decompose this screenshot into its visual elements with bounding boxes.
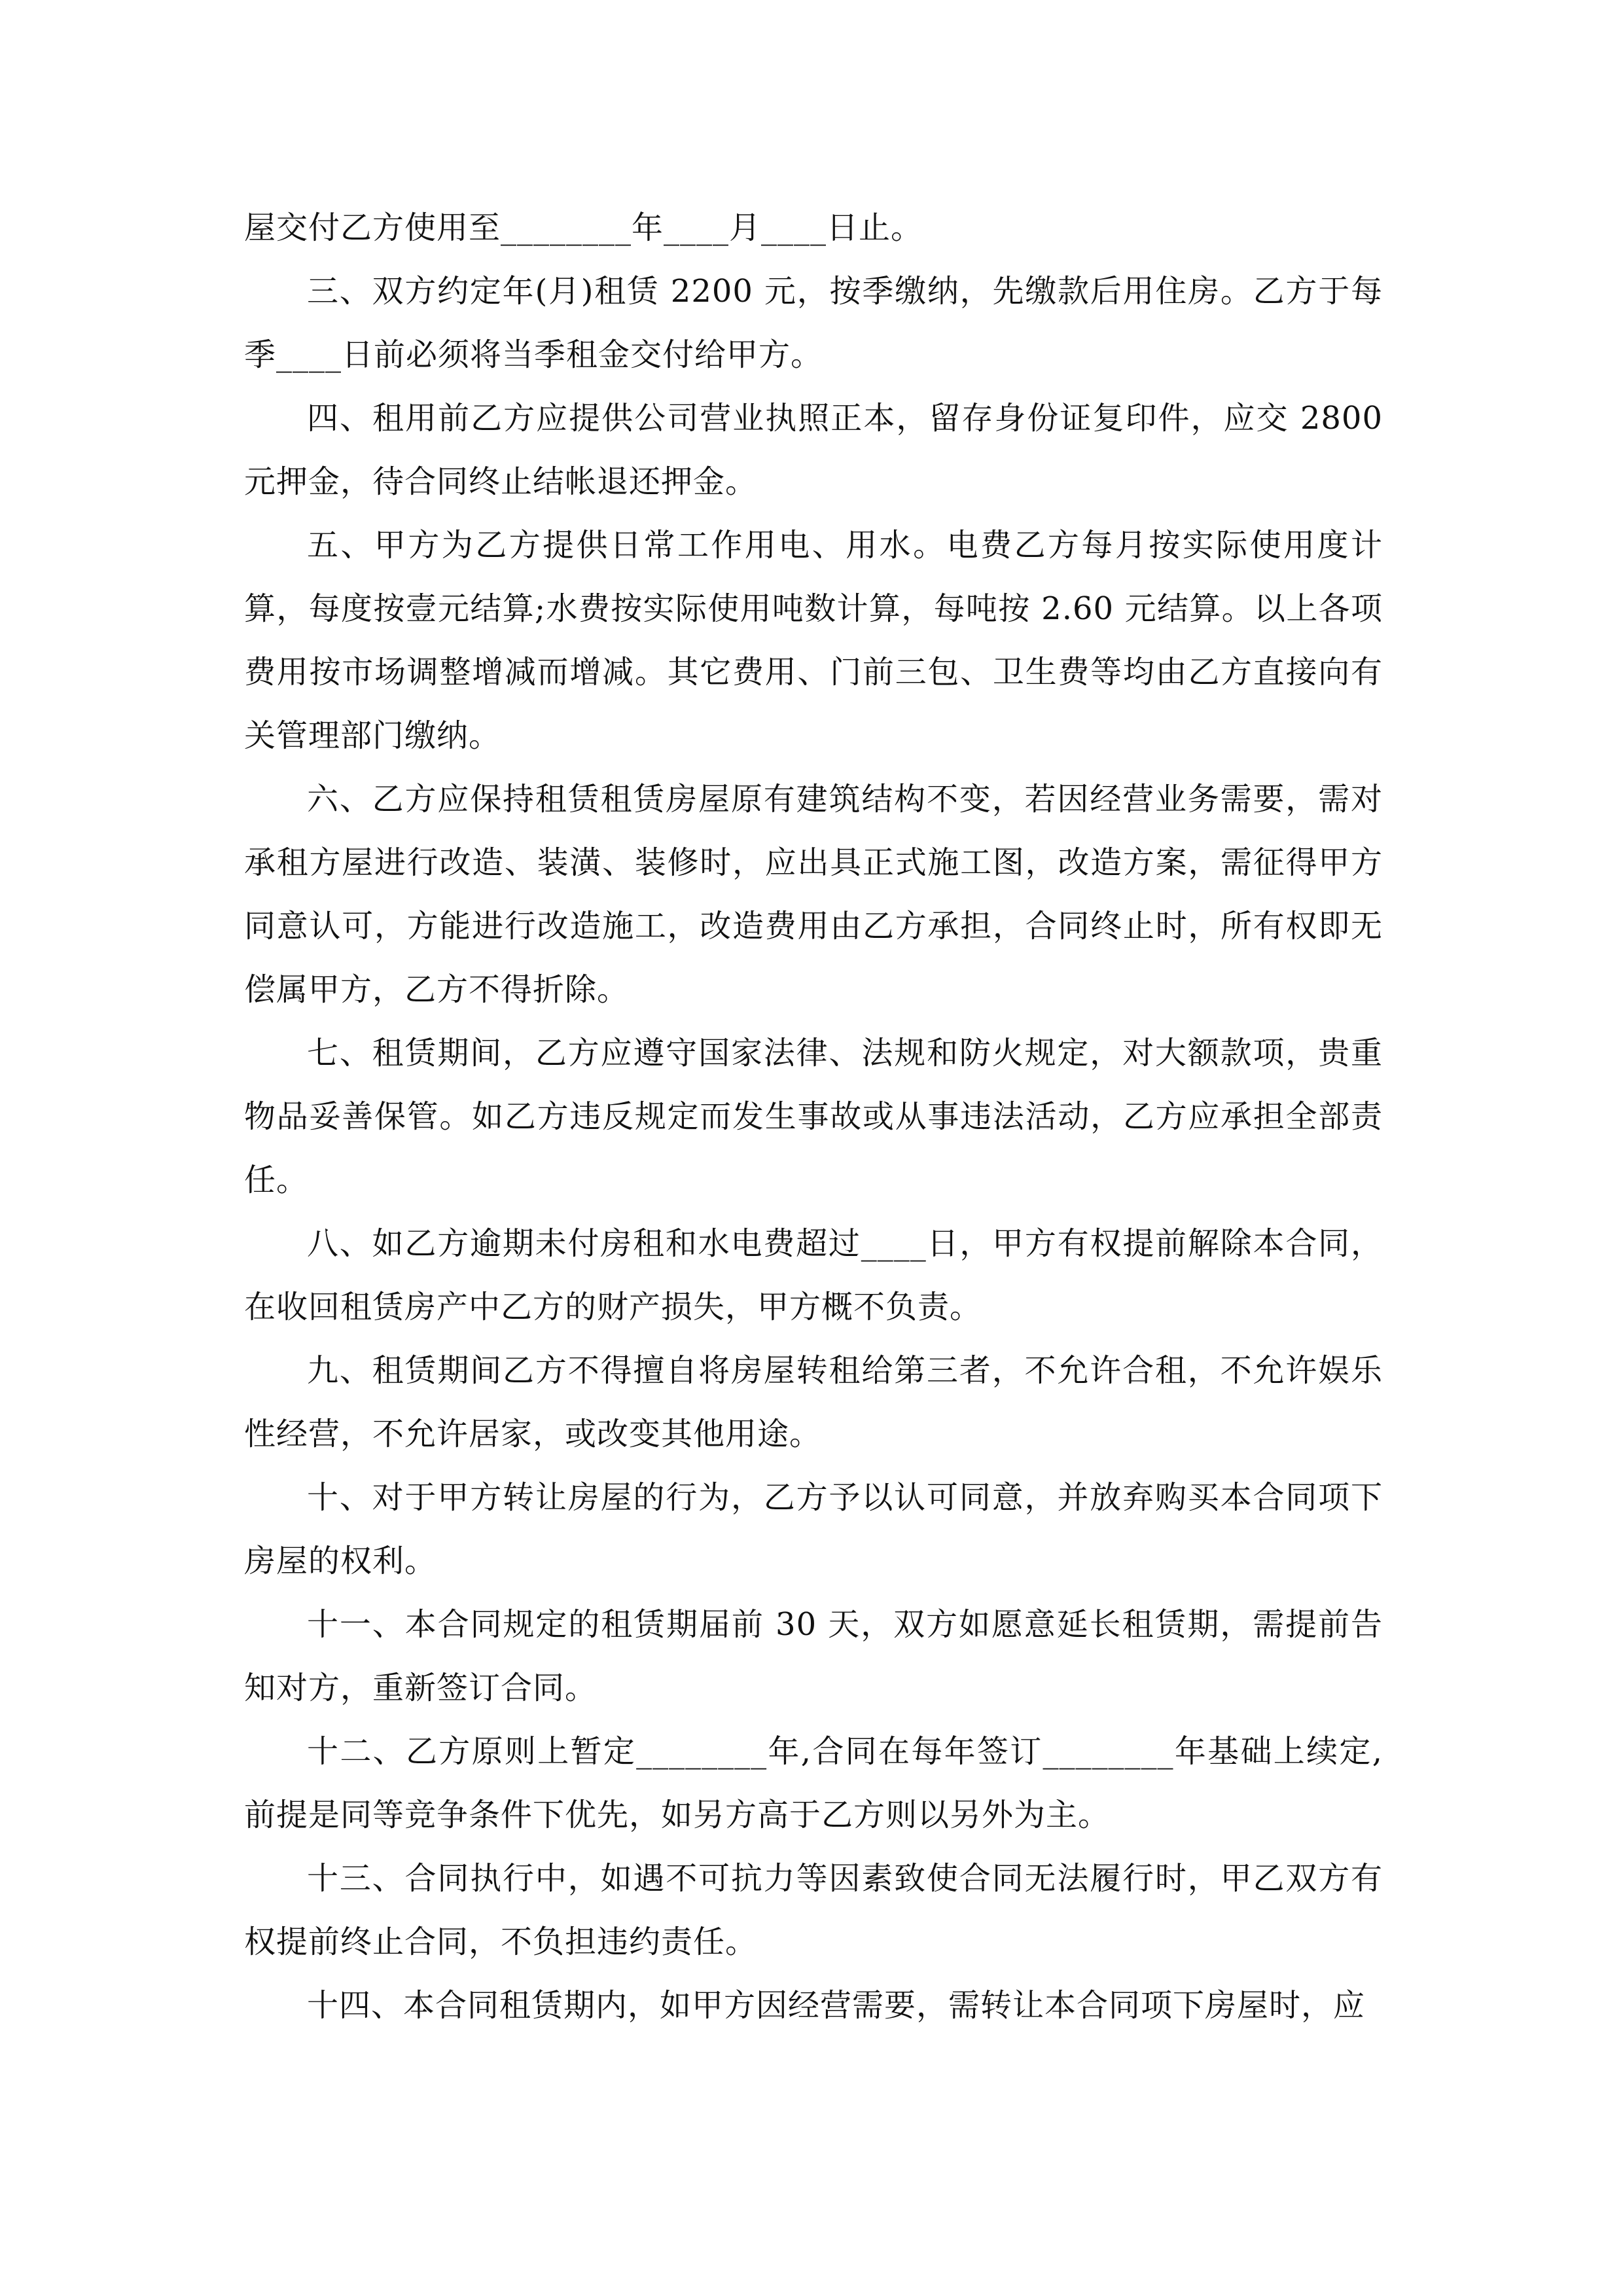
paragraph-clause-3: 三、双方约定年(月)租赁 2200 元，按季缴纳，先缴款后用住房。乙方于每季____日前必须将当季租金交付给甲方。 bbox=[244, 273, 1383, 373]
paragraph-clause-11: 十一、本合同规定的租赁期届前 30 天，双方如愿意延长租赁期，需提前告知对方，重新签订合同。 bbox=[244, 1606, 1383, 1706]
paragraph-clause-13: 十三、合同执行中，如遇不可抗力等因素致使合同无法履行时，甲乙双方有权提前终止合同，不负担违约责任。 bbox=[244, 1860, 1383, 1960]
paragraph-clause-14: 十四、本合同租赁期内，如甲方因经营需要，需转让本合同项下房屋时，应 bbox=[307, 1987, 1366, 2024]
paragraph-clause-5: 五、甲方为乙方提供日常工作用电、用水。电费乙方每月按实际使用度计算，每度按壹元结算;水费按实际使用吨数计算，每吨按 2.60 元结算。以上各项费用按市场调整增减而增减。其它费用、门前三包、卫生费等均由乙方直接向有关管理部门缴纳。 bbox=[244, 527, 1383, 754]
paragraph-clause-6: 六、乙方应保持租赁租赁房屋原有建筑结构不变，若因经营业务需要，需对承租方屋进行改造、装潢、装修时，应出具正式施工图，改造方案，需征得甲方同意认可，方能进行改造施工，改造费用由乙方承担，合同终止时，所有权即无偿属甲方，乙方不得折除。 bbox=[244, 781, 1383, 1008]
paragraph-clause-9: 九、租赁期间乙方不得擅自将房屋转租给第三者，不允许合租，不允许娱乐性经营，不允许居家，或改变其他用途。 bbox=[244, 1352, 1383, 1452]
paragraph-clause-7: 七、租赁期间，乙方应遵守国家法律、法规和防火规定，对大额款项，贵重物品妥善保管。如乙方违反规定而发生事故或从事违法活动，乙方应承担全部责任。 bbox=[244, 1035, 1383, 1198]
contract-body bbox=[244, 196, 1383, 2037]
paragraph-continuation: 屋交付乙方使用至________年____月____日止。 bbox=[244, 209, 923, 246]
paragraph-clause-8: 八、如乙方逾期未付房租和水电费超过____日，甲方有权提前解除本合同，在收回租赁房产中乙方的财产损失，甲方概不负责。 bbox=[244, 1225, 1383, 1325]
paragraph-clause-12: 十二、乙方原则上暂定________年,合同在每年签订________年基础上续定,前提是同等竞争条件下优先，如另方高于乙方则以另外为主。 bbox=[244, 1733, 1383, 1833]
paragraph-clause-10: 十、对于甲方转让房屋的行为，乙方予以认可同意，并放弃购买本合同项下房屋的权利。 bbox=[244, 1479, 1383, 1579]
paragraph-clause-4: 四、租用前乙方应提供公司营业执照正本，留存身份证复印件，应交 2800 元押金，待合同终止结帐退还押金。 bbox=[244, 400, 1383, 500]
